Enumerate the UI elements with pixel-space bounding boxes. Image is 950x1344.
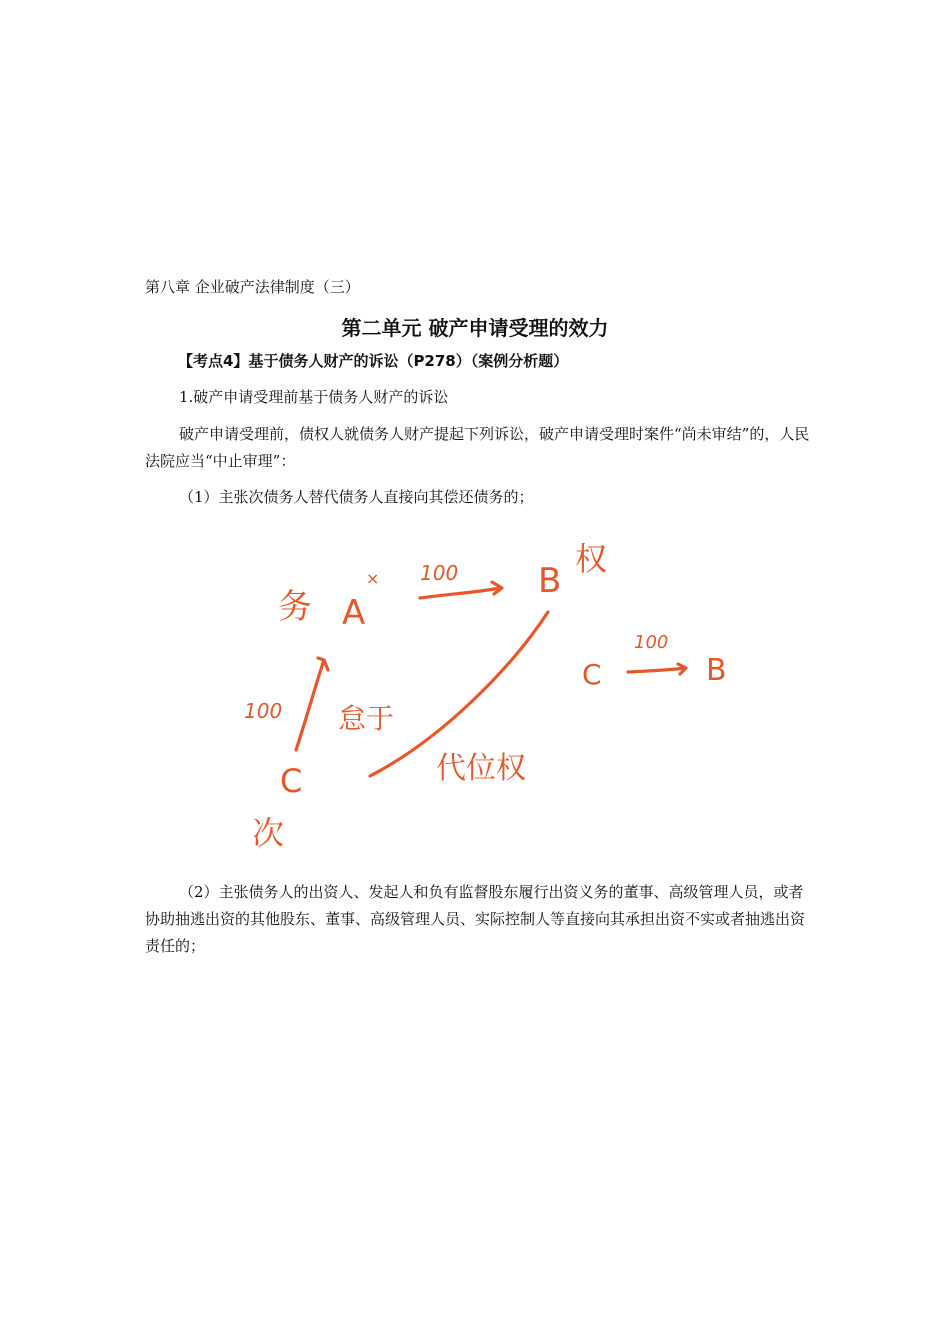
sketch-labels [244, 540, 727, 852]
list-item-1: （1）主张次债务人替代债务人直接向其偿还债务的； [179, 488, 534, 506]
sketch-label-quan: 权 [575, 540, 608, 578]
sketch-label-hui: 怠于 [338, 702, 395, 735]
paragraph-intro: 破产申请受理前，债权人就债务人财产提起下列诉讼，破产申请受理时案件“尚未审结”的，人民法院应当“中止审理”： [145, 425, 810, 470]
sketch-label-ci: 次 [252, 814, 285, 852]
sketch-label-b2: B [706, 653, 727, 688]
sketch-label-b: B [538, 561, 562, 601]
section-heading: 1.破产申请受理前基于债务人财产的诉讼 [179, 388, 449, 406]
key-point-heading: 【考点4】基于债务人财产的诉讼（P278）（案例分析题） [178, 352, 569, 370]
arrow-a-to-b-line [420, 588, 500, 598]
sketch-label-wu: 务 [278, 587, 312, 627]
arrow-c-to-b-line [628, 668, 685, 672]
unit-title: 第二单元 破产申请受理的效力 [341, 316, 609, 340]
chapter-heading: 第八章 企业破产法律制度（三） [145, 278, 360, 296]
arrow-a-to-c-line [296, 660, 324, 750]
list-item-2: （2）主张债务人的出资人、发起人和负有监督股东履行出资义务的董事、高级管理人员，或者协助抽逃出资的其他股东、董事、高级管理人员、实际控制人等直接向其承担出资不实或者抽逃出资责任的； [145, 883, 806, 955]
sketch-label-amount-ac: 100 [244, 699, 283, 723]
sketch-label-daiwei: 代位权 [436, 751, 526, 786]
sketch-label-x-mark: × [366, 569, 380, 588]
sketch-label-c2: C [582, 658, 602, 691]
handwritten-annotation-diagram [230, 520, 750, 860]
sketch-label-amount-ab: 100 [420, 561, 459, 585]
sketch-label-c: C [280, 762, 303, 800]
sketch-label-amount-cb: 100 [634, 632, 669, 653]
sketch-label-a: A [342, 593, 366, 633]
